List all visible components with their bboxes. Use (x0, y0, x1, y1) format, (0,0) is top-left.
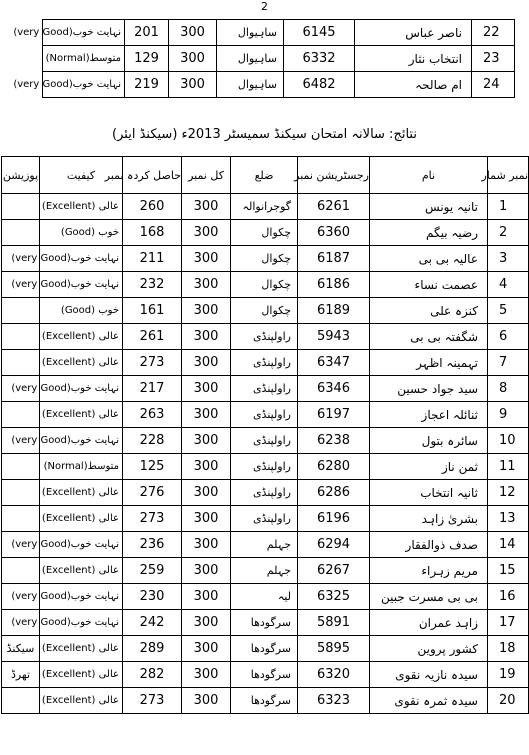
cell-obtained: 129 (125, 46, 169, 72)
cell-sr: 11 (488, 454, 529, 480)
cell-obtained: 125 (123, 454, 182, 480)
cell-sr: 9 (488, 402, 529, 428)
cell-obtained: 219 (125, 72, 169, 98)
table-row (2, 350, 529, 376)
cell-district: ساہیوال (217, 46, 284, 72)
grade-text: نہایت خوب(very Good) (11, 591, 119, 602)
cell-sr: 13 (488, 506, 529, 532)
cell-obtained: 260 (123, 194, 182, 220)
cell-name: تانیہ یونس (370, 194, 488, 220)
cell-name: عالیہ بی بی (370, 246, 488, 272)
cell-district: سرگودھا (231, 636, 298, 662)
cell-name: بشریٰ زاہد (370, 506, 488, 532)
cell-obtained: 263 (123, 402, 182, 428)
cell-obtained: 273 (123, 688, 182, 714)
cell-total: 300 (182, 324, 231, 350)
cell-sr: 2 (488, 220, 529, 246)
header-registration: رجسٹریشن نمبر (298, 157, 370, 194)
grade-text: نہایت خوب(very Good) (13, 79, 121, 90)
cell-district: راولپنڈی (231, 480, 298, 506)
cell-grade (40, 558, 123, 584)
page-number: 2 (261, 0, 268, 13)
cell-district: جہلم (231, 558, 298, 584)
cell-grade (40, 194, 123, 220)
header-sr: نمبر شمار (488, 157, 529, 194)
grade-text: عالی (Excellent) (41, 643, 119, 654)
cell-grade (40, 636, 123, 662)
cell-grade (40, 506, 123, 532)
cell-obtained: 168 (123, 220, 182, 246)
table-row (2, 246, 529, 272)
cell-registration: 6197 (298, 402, 370, 428)
cell-sr: 12 (488, 480, 529, 506)
grade-text: عالی (Excellent) (41, 669, 119, 680)
cell-obtained: 261 (123, 324, 182, 350)
cell-registration: 6186 (298, 272, 370, 298)
cell-registration: 6320 (298, 662, 370, 688)
cell-sr: 3 (488, 246, 529, 272)
header-position: پوزیشن (2, 157, 40, 194)
cell-grade (43, 46, 125, 72)
cell-district: سرگودھا (231, 688, 298, 714)
table-row (2, 220, 529, 246)
cell-district: لیہ (231, 584, 298, 610)
cell-registration: 6280 (298, 454, 370, 480)
cell-position: تھرڈ (2, 662, 40, 688)
cell-position (2, 558, 40, 584)
cell-grade (40, 480, 123, 506)
cell-grade (13, 20, 125, 46)
header-total: کل نمبر (182, 157, 231, 194)
grade-text: متوسط(Normal) (45, 53, 121, 64)
cell-position (2, 402, 40, 428)
cell-registration: 6261 (298, 194, 370, 220)
grade-text: متوسط(Normal) (43, 461, 119, 472)
cell-registration: 6360 (298, 220, 370, 246)
grade-text: عالی (Excellent) (41, 331, 119, 342)
cell-grade (11, 376, 123, 402)
cell-total: 300 (182, 532, 231, 558)
cell-district: سرگودھا (231, 610, 298, 636)
header-district: ضلع (231, 157, 298, 194)
cell-sr: 14 (488, 532, 529, 558)
table-row (2, 454, 529, 480)
cell-total: 300 (182, 428, 231, 454)
cell-sr: 19 (488, 662, 529, 688)
cell-sr: 18 (488, 636, 529, 662)
cell-total: 300 (182, 636, 231, 662)
results-table (1, 156, 529, 714)
cell-total: 300 (182, 558, 231, 584)
cell-registration: 6187 (298, 246, 370, 272)
cell-grade (40, 220, 123, 246)
cell-registration: 6323 (298, 688, 370, 714)
cell-sr: 1 (488, 194, 529, 220)
cell-name: کنزہ علی (370, 298, 488, 324)
header-row (2, 157, 529, 194)
cell-total: 300 (182, 662, 231, 688)
cell-obtained: 201 (125, 20, 169, 46)
cell-sr: 16 (488, 584, 529, 610)
table-row (2, 532, 529, 558)
cell-registration: 6346 (298, 376, 370, 402)
cell-position (2, 454, 40, 480)
cell-obtained: 276 (123, 480, 182, 506)
cell-registration: 6238 (298, 428, 370, 454)
cell-registration: 6347 (298, 350, 370, 376)
cell-position (2, 220, 40, 246)
cell-total: 300 (182, 610, 231, 636)
cell-district: راولپنڈی (231, 428, 298, 454)
cell-district: گوجرانوالہ (231, 194, 298, 220)
cell-obtained: 217 (123, 376, 182, 402)
table-row (2, 376, 529, 402)
cell-registration: 5943 (298, 324, 370, 350)
table-row (2, 506, 529, 532)
cell-grade (40, 298, 123, 324)
continued-results-table (13, 19, 515, 98)
grade-text: نہایت خوب(very Good) (11, 253, 119, 264)
grade-text: نہایت خوب(very Good) (11, 617, 119, 628)
cell-total: 300 (169, 72, 217, 98)
table-row (2, 272, 529, 298)
cell-total: 300 (182, 298, 231, 324)
cell-registration: 6325 (298, 584, 370, 610)
grade-text: نہایت خوب(very Good) (11, 383, 119, 394)
cell-sr: 22 (472, 20, 515, 46)
cell-obtained: 230 (123, 584, 182, 610)
cell-grade (11, 532, 123, 558)
table-row (2, 402, 529, 428)
cell-total: 300 (182, 376, 231, 402)
cell-district: راولپنڈی (231, 376, 298, 402)
table-row (43, 72, 515, 98)
table-row (2, 194, 529, 220)
cell-name: سائرہ بتول (370, 428, 488, 454)
results-caption: نتائج: سالانہ امتحان سیکنڈ سمیسٹر 2013ء (سیکنڈ ایئر) (112, 127, 417, 142)
cell-sr: 5 (488, 298, 529, 324)
grade-text: نہایت خوب(very Good) (11, 279, 119, 290)
cell-grade (13, 72, 125, 98)
cell-obtained: 236 (123, 532, 182, 558)
cell-district: سرگودھا (231, 662, 298, 688)
table-row (2, 584, 529, 610)
cell-total: 300 (182, 350, 231, 376)
cell-grade (40, 350, 123, 376)
grade-text: نہایت خوب(very Good) (13, 27, 121, 38)
cell-total: 300 (182, 220, 231, 246)
header-obtained: حاصل کردہ نمبر (123, 157, 182, 194)
cell-registration: 6267 (298, 558, 370, 584)
cell-obtained: 289 (123, 636, 182, 662)
cell-position (2, 350, 40, 376)
cell-name: صدف ذوالفقار (370, 532, 488, 558)
cell-name: ثنائلہ اعجاز (370, 402, 488, 428)
cell-grade (11, 610, 123, 636)
cell-registration: 6189 (298, 298, 370, 324)
cell-grade (40, 662, 123, 688)
cell-registration: 6196 (298, 506, 370, 532)
cell-obtained: 242 (123, 610, 182, 636)
cell-position (2, 324, 40, 350)
cell-name: عصمت نساء (370, 272, 488, 298)
cell-grade (40, 688, 123, 714)
cell-district: جہلم (231, 532, 298, 558)
cell-total: 300 (169, 20, 217, 46)
cell-total: 300 (182, 688, 231, 714)
cell-sr: 23 (472, 46, 515, 72)
grade-text: عالی (Excellent) (41, 487, 119, 498)
table-row (2, 480, 529, 506)
cell-name: زاہد عمران (370, 610, 488, 636)
header-name: نام (370, 157, 488, 194)
cell-sr: 17 (488, 610, 529, 636)
cell-obtained: 211 (123, 246, 182, 272)
cell-sr: 8 (488, 376, 529, 402)
cell-name: شگفتہ بی بی (370, 324, 488, 350)
cell-obtained: 232 (123, 272, 182, 298)
cell-total: 300 (182, 194, 231, 220)
grade-text: عالی (Excellent) (41, 201, 119, 212)
cell-sr: 4 (488, 272, 529, 298)
cell-district: چکوال (231, 220, 298, 246)
cell-district: چکوال (231, 272, 298, 298)
table-row (2, 298, 529, 324)
cell-name: سیدہ نازیہ نقوی (370, 662, 488, 688)
cell-obtained: 282 (123, 662, 182, 688)
cell-total: 300 (182, 506, 231, 532)
cell-name: کشور پروین (370, 636, 488, 662)
header-grade: کیفیت (40, 157, 123, 194)
cell-total: 300 (182, 402, 231, 428)
cell-sr: 24 (472, 72, 515, 98)
cell-total: 300 (182, 584, 231, 610)
grade-text: عالی (Excellent) (41, 409, 119, 420)
table-row (43, 46, 515, 72)
cell-position (2, 194, 40, 220)
cell-name: تہمینہ اظہر (370, 350, 488, 376)
cell-sr: 10 (488, 428, 529, 454)
cell-position (2, 688, 40, 714)
cell-district: راولپنڈی (231, 350, 298, 376)
cell-obtained: 161 (123, 298, 182, 324)
cell-grade (11, 272, 123, 298)
cell-position (2, 480, 40, 506)
cell-district: راولپنڈی (231, 454, 298, 480)
cell-registration: 5895 (298, 636, 370, 662)
cell-name: سیدہ ثمرہ نقوی (370, 688, 488, 714)
cell-sr: 6 (488, 324, 529, 350)
cell-registration: 6294 (298, 532, 370, 558)
cell-obtained: 273 (123, 506, 182, 532)
cell-name: بی بی مسرت جبین (370, 584, 488, 610)
table-row (2, 324, 529, 350)
cell-name: انتخاب نثار (355, 46, 472, 72)
grade-text: عالی (Excellent) (41, 565, 119, 576)
grade-text: عالی (Excellent) (41, 695, 119, 706)
grade-text: عالی (Excellent) (41, 357, 119, 368)
cell-sr: 7 (488, 350, 529, 376)
table-row (2, 688, 529, 714)
grade-text: خوب (Good) (60, 227, 119, 238)
cell-registration: 5891 (298, 610, 370, 636)
grade-text: عالی (Excellent) (41, 513, 119, 524)
cell-name: سید جواد حسین (370, 376, 488, 402)
cell-position (2, 506, 40, 532)
cell-district: چکوال (231, 298, 298, 324)
cell-grade (40, 402, 123, 428)
cell-position: سیکنڈ (2, 636, 40, 662)
cell-name: مریم زہراء (370, 558, 488, 584)
cell-grade (11, 584, 123, 610)
table-row (2, 428, 529, 454)
cell-grade (11, 246, 123, 272)
cell-district: چکوال (231, 246, 298, 272)
cell-district: راولپنڈی (231, 402, 298, 428)
cell-sr: 20 (488, 688, 529, 714)
cell-obtained: 273 (123, 350, 182, 376)
cell-total: 300 (182, 272, 231, 298)
cell-registration: 6286 (298, 480, 370, 506)
cell-registration: 6332 (284, 46, 355, 72)
cell-district: ساہیوال (217, 20, 284, 46)
cell-obtained: 228 (123, 428, 182, 454)
cell-grade (40, 324, 123, 350)
cell-registration: 6145 (284, 20, 355, 46)
grade-text: نہایت خوب(very Good) (11, 435, 119, 446)
cell-grade (40, 454, 123, 480)
cell-district: راولپنڈی (231, 324, 298, 350)
cell-district: ساہیوال (217, 72, 284, 98)
table-row (2, 610, 529, 636)
table-row (2, 558, 529, 584)
cell-name: ناصر عباس (355, 20, 472, 46)
cell-registration: 6482 (284, 72, 355, 98)
table-row (2, 662, 529, 688)
cell-position (2, 298, 40, 324)
cell-district: راولپنڈی (231, 506, 298, 532)
cell-name: رضیہ بیگم (370, 220, 488, 246)
cell-name: ثمن ناز (370, 454, 488, 480)
cell-sr: 15 (488, 558, 529, 584)
cell-name: ثانیہ انتخاب (370, 480, 488, 506)
cell-total: 300 (182, 454, 231, 480)
cell-name: ام صالحہ (355, 72, 472, 98)
cell-total: 300 (182, 480, 231, 506)
table-row (2, 636, 529, 662)
cell-total: 300 (169, 46, 217, 72)
grade-text: خوب (Good) (60, 305, 119, 316)
cell-grade (11, 428, 123, 454)
grade-text: نہایت خوب(very Good) (11, 539, 119, 550)
cell-obtained: 259 (123, 558, 182, 584)
cell-total: 300 (182, 246, 231, 272)
table-row (43, 20, 515, 46)
